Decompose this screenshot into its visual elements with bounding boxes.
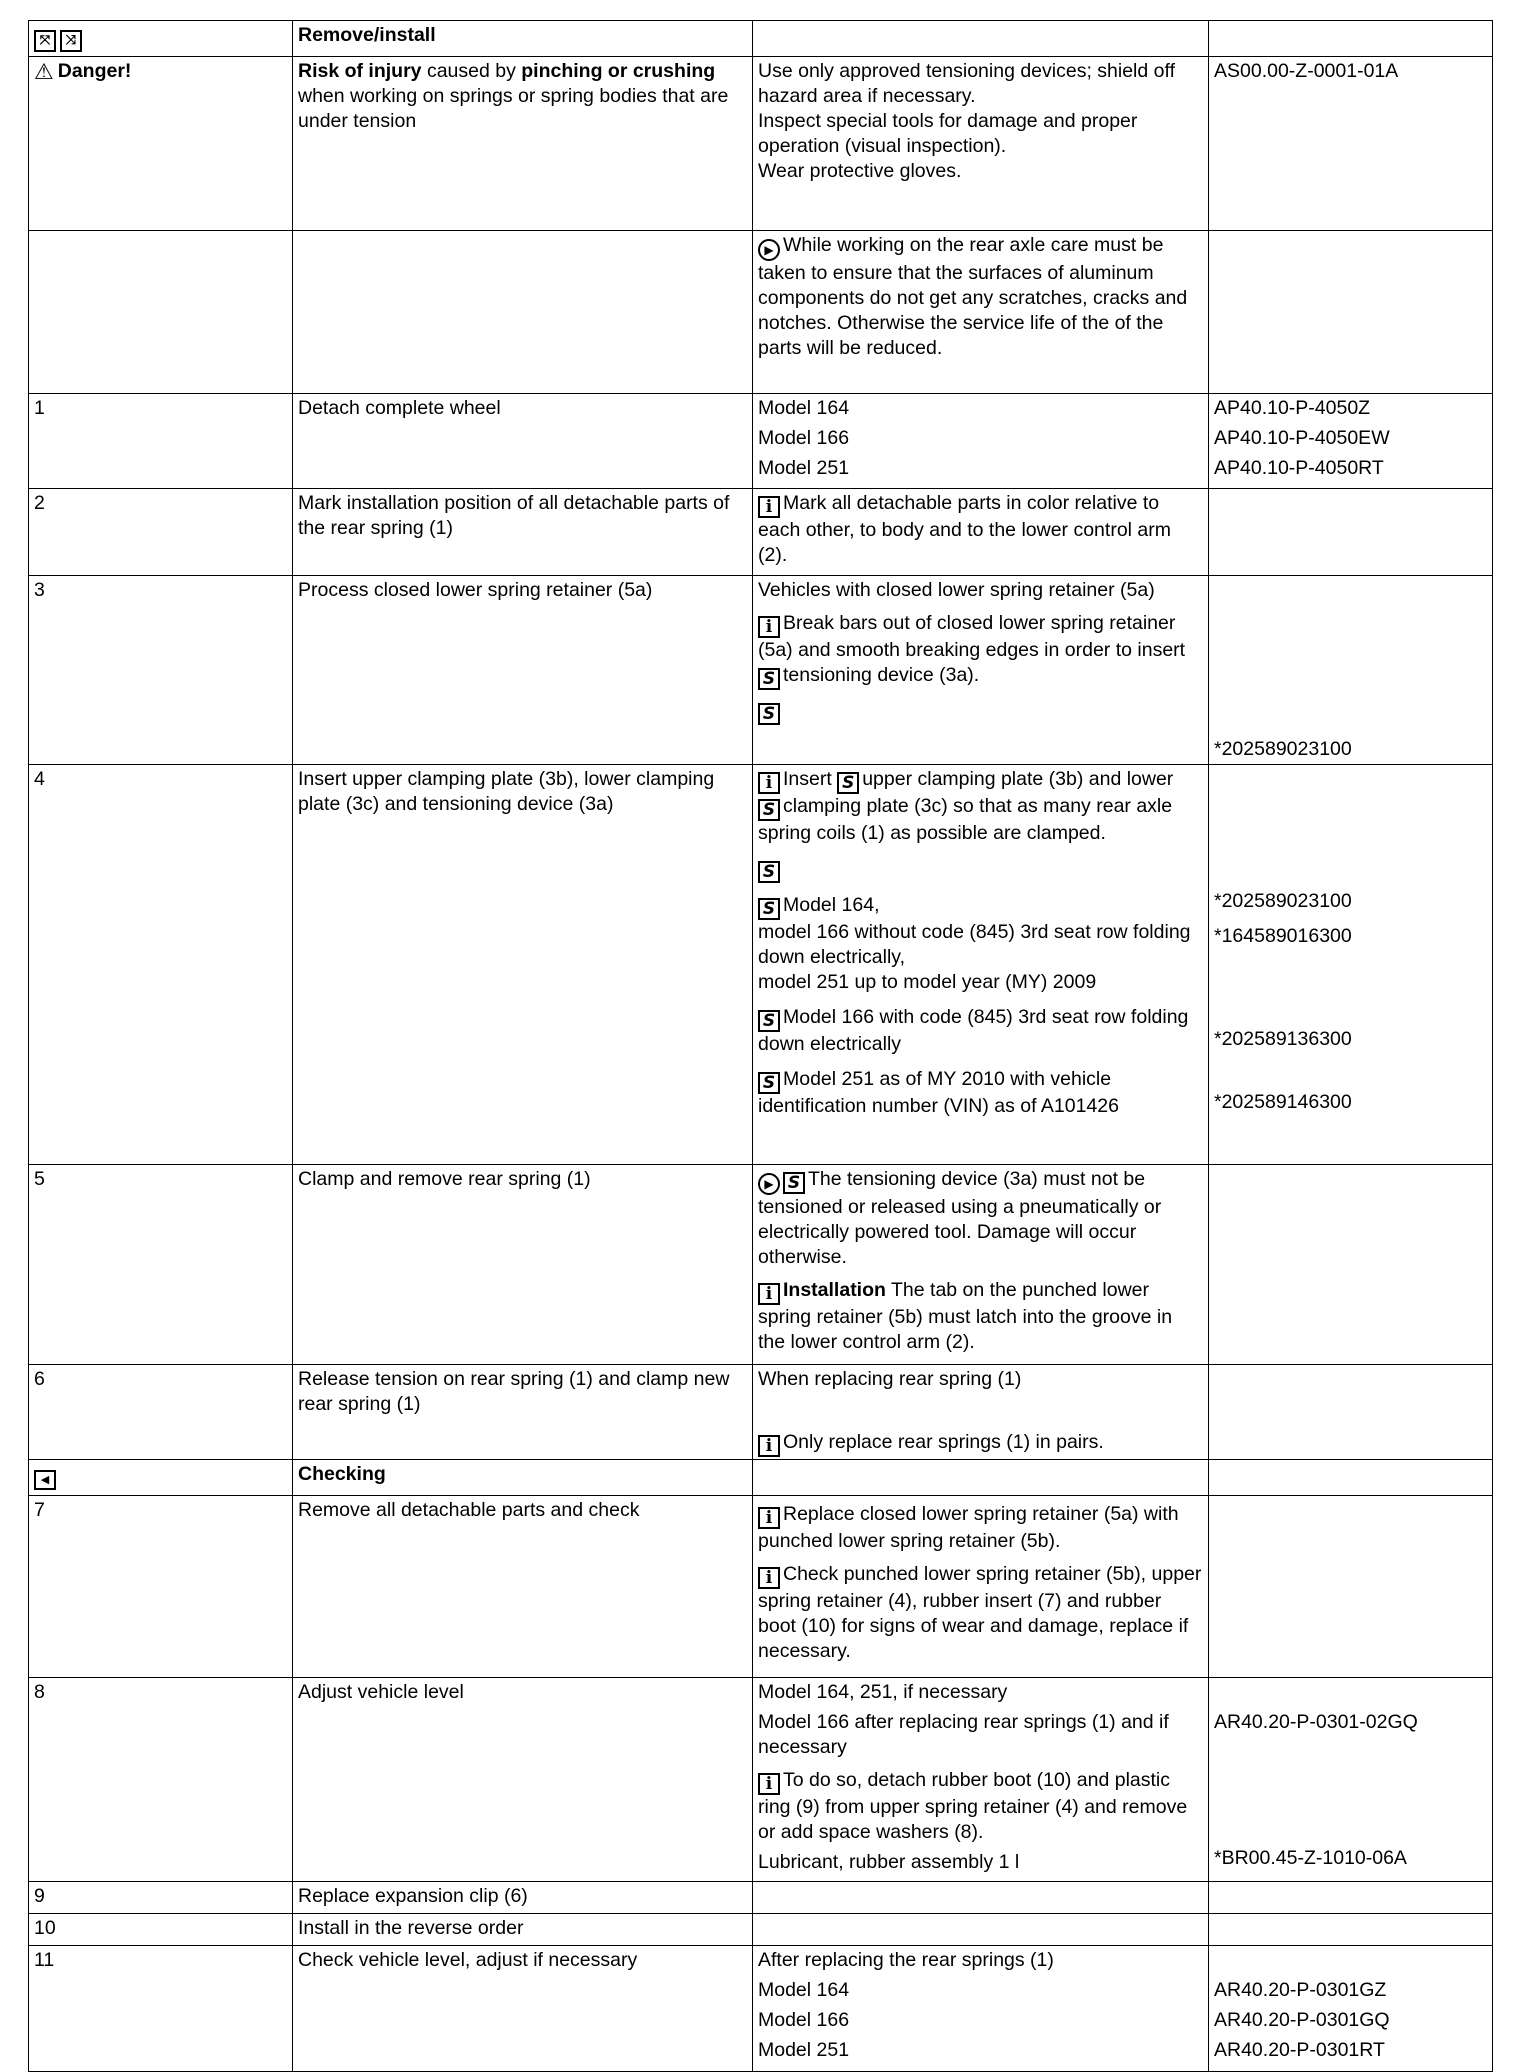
tool-applicability: Model 251 as of MY 2010 with vehicle identification number (VIN) as of A101426 [758, 1068, 1119, 1117]
special-tool-icon[interactable]: S [758, 861, 780, 883]
model-item: Model 164 [758, 397, 850, 419]
step-action: Release tension on rear spring (1) and clamp new rear spring (1) [298, 1368, 730, 1415]
risk-heading: Risk of injury [298, 60, 422, 82]
step-row-2 [29, 489, 1493, 576]
special-tool-icon[interactable]: S [758, 1010, 780, 1032]
info-text: upper clamping plate (3b) and lower [862, 768, 1174, 790]
document-link[interactable]: AR40.20-P-0301RT [1214, 2039, 1385, 2061]
info-icon: i [758, 616, 780, 638]
info-text: To do so, detach rubber boot (10) and plastic ring (9) from upper spring retainer (4) and remove or add space washers (8). [758, 1769, 1188, 1843]
empty-cell [1209, 1460, 1493, 1496]
section-title: Checking [298, 1463, 386, 1485]
step-row-9 [29, 1882, 1493, 1914]
note-icon: ▶ [758, 239, 780, 261]
step-row-4 [29, 765, 1493, 1165]
step-row-7 [29, 1496, 1493, 1678]
empty-cell [1209, 489, 1493, 576]
danger-label-cell [29, 57, 293, 231]
info-text: The tab on the punched lower spring retainer (5b) must latch into the groove in the lower control arm (2). [758, 1279, 1173, 1353]
condition-text: Model 166 after replacing rear springs (1) and if necessary [758, 1711, 1169, 1758]
step-number: 5 [34, 1168, 45, 1190]
empty-cell [1209, 1914, 1493, 1946]
step-number: 7 [34, 1499, 45, 1521]
risk-cause: pinching or crushing [521, 60, 716, 82]
document-link[interactable]: AS00.00-Z-0001-01A [1214, 60, 1399, 82]
info-icon: i [758, 1507, 780, 1529]
step-action: Replace expansion clip (6) [298, 1885, 528, 1907]
ref-list [1209, 394, 1493, 489]
step-number: 1 [34, 397, 45, 419]
note-row [29, 231, 1493, 394]
step-action: Install in the reverse order [298, 1917, 524, 1939]
condition-text: After replacing the rear springs (1) [758, 1949, 1054, 1971]
step-row-3 [29, 576, 1493, 765]
empty-cell [753, 1914, 1209, 1946]
empty-cell [1209, 1496, 1493, 1678]
header-row [29, 21, 1493, 57]
step-action: Clamp and remove rear spring (1) [298, 1168, 591, 1190]
note-text: The tensioning device (3a) must not be tensioned or released using a pneumatically or electrically powered tool. Damage will occur otherwise. [758, 1168, 1162, 1268]
info-icon: i [758, 1567, 780, 1589]
danger-label: Danger! [57, 60, 132, 82]
document-link[interactable]: AR40.20-P-0301-02GQ [1214, 1711, 1418, 1733]
document-link[interactable]: AR40.20-P-0301GQ [1214, 2009, 1390, 2031]
step-row-1 [29, 394, 1493, 489]
checking-icon[interactable]: ◀ [34, 1470, 56, 1490]
step-action: Check vehicle level, adjust if necessary [298, 1949, 638, 1971]
step-row-8 [29, 1678, 1493, 1882]
step-number: 10 [34, 1917, 56, 1939]
info-text: tensioning device (3a). [783, 664, 980, 686]
note-text: While working on the rear axle care must be taken to ensure that the surfaces of aluminum components do not get any scratches, cracks and notches. Otherwise the service life of the of the parts will be reduced. [758, 234, 1188, 359]
note-icon: ▶ [758, 1173, 780, 1195]
header-empty-cell [1209, 21, 1493, 57]
model-item: Model 166 [758, 2009, 850, 2031]
lubricant-text: Lubricant, rubber assembly 1 l [758, 1851, 1020, 1873]
info-icon: i [758, 496, 780, 518]
section-title: Remove/install [298, 24, 436, 46]
step-number: 9 [34, 1885, 45, 1907]
step-number: 8 [34, 1681, 45, 1703]
info-text: Check punched lower spring retainer (5b), upper spring retainer (4), rubber insert (7) and rubber boot (10) for signs of wear and damage, replace if necessary. [758, 1563, 1202, 1662]
step-row-10 [29, 1914, 1493, 1946]
installation-label: Installation [783, 1279, 886, 1301]
info-text: clamping plate (3c) so that as many rear axle spring coils (1) as possible are clamped. [758, 795, 1173, 844]
note-cell [753, 231, 1209, 394]
tool-number-link[interactable]: *164589016300 [1214, 925, 1352, 947]
expand-icon[interactable]: ⤧ [34, 30, 56, 52]
risk-text: caused by [421, 60, 522, 82]
condition-text: Model 164, 251, if necessary [758, 1681, 1008, 1703]
step-action: Adjust vehicle level [298, 1681, 464, 1703]
special-tool-icon: S [758, 668, 780, 690]
empty-cell [1209, 1165, 1493, 1365]
danger-measures-cell [753, 57, 1209, 231]
step-action: Mark installation position of all detachable parts of the rear spring (1) [298, 492, 730, 539]
step-number: 4 [34, 768, 45, 790]
special-tool-icon: S [837, 772, 859, 794]
step-action: Insert upper clamping plate (3b), lower clamping plate (3c) and tensioning device (3a) [298, 768, 715, 815]
special-tool-icon: S [783, 1172, 805, 1194]
risk-context: when working on springs or spring bodies that are under tension [298, 85, 729, 132]
model-list [753, 394, 1209, 489]
document-link[interactable]: AR40.20-P-0301GZ [1214, 1979, 1387, 2001]
step-number: 2 [34, 492, 45, 514]
danger-row [29, 57, 1493, 231]
info-text: Break bars out of closed lower spring retainer (5a) and smooth breaking edges in order to insert [758, 612, 1186, 661]
step-number: 3 [34, 579, 45, 601]
warning-triangle-icon: ⚠ [34, 60, 54, 85]
info-text: Replace closed lower spring retainer (5a) with punched lower spring retainer (5b). [758, 1503, 1179, 1552]
tool-number-link[interactable]: *202589023100 [1214, 738, 1352, 760]
step-number: 11 [34, 1949, 55, 1971]
step-row-5 [29, 1165, 1493, 1365]
step-action: Process closed lower spring retainer (5a) [298, 579, 653, 601]
empty-cell [753, 1882, 1209, 1914]
condition-text: Vehicles with closed lower spring retainer (5a) [758, 579, 1155, 601]
info-icon: i [758, 1773, 780, 1795]
model-item: Model 166 [758, 427, 850, 449]
document-link[interactable]: *BR00.45-Z-1010-06A [1214, 1847, 1407, 1869]
info-text: Only replace rear springs (1) in pairs. [783, 1431, 1104, 1453]
safety-measures: Use only approved tensioning devices; shield off hazard area if necessary. Inspect special tools for damage and proper operation (visual inspection). Wear protective gloves. [758, 60, 1175, 182]
danger-ref-cell [1209, 57, 1493, 231]
tool-number-link[interactable]: *202589136300 [1214, 1028, 1352, 1050]
model-item: Model 164 [758, 1979, 850, 2001]
tool-applicability: Model 164, model 166 without code (845) 3rd seat row folding down electrically, model 251 up to model year (MY) 2009 [758, 894, 1191, 993]
tool-applicability: Model 166 with code (845) 3rd seat row folding down electrically [758, 1006, 1189, 1055]
model-item: Model 251 [758, 457, 850, 479]
document-link[interactable]: AP40.10-P-4050EW [1214, 427, 1390, 449]
empty-cell [29, 231, 293, 394]
empty-cell [753, 1460, 1209, 1496]
document-link[interactable]: AP40.10-P-4050Z [1214, 397, 1371, 419]
info-text: Insert [783, 768, 832, 790]
tool-number-link[interactable]: *202589146300 [1214, 1091, 1352, 1113]
step-action: Remove all detachable parts and check [298, 1499, 640, 1521]
danger-risk-cell [293, 57, 753, 231]
special-tool-icon[interactable]: S [758, 898, 780, 920]
step-row-11 [29, 1946, 1493, 2072]
header-empty-cell [753, 21, 1209, 57]
empty-cell [293, 231, 753, 394]
header-icons-cell [29, 21, 293, 57]
collapse-icon[interactable]: ⤨ [60, 30, 82, 52]
condition-text: When replacing rear spring (1) [758, 1368, 1022, 1390]
special-tool-icon[interactable]: S [758, 703, 780, 725]
info-icon: i [758, 1283, 780, 1305]
info-icon: i [758, 1435, 780, 1457]
empty-cell [1209, 231, 1493, 394]
step-number: 6 [34, 1368, 45, 1390]
procedure-table [28, 20, 1493, 2072]
step-action: Detach complete wheel [298, 397, 501, 419]
info-icon: i [758, 772, 780, 794]
special-tool-icon: S [758, 799, 780, 821]
empty-cell [1209, 1365, 1493, 1460]
tool-number-link[interactable]: *202589023100 [1214, 890, 1352, 912]
document-link[interactable]: AP40.10-P-4050RT [1214, 457, 1384, 479]
info-text: Mark all detachable parts in color relative to each other, to body and to the lower control arm (2). [758, 492, 1171, 566]
checking-row [29, 1460, 1493, 1496]
header-title [293, 21, 753, 57]
special-tool-icon[interactable]: S [758, 1072, 780, 1094]
model-item: Model 251 [758, 2039, 850, 2061]
step-row-6 [29, 1365, 1493, 1460]
empty-cell [1209, 1882, 1493, 1914]
